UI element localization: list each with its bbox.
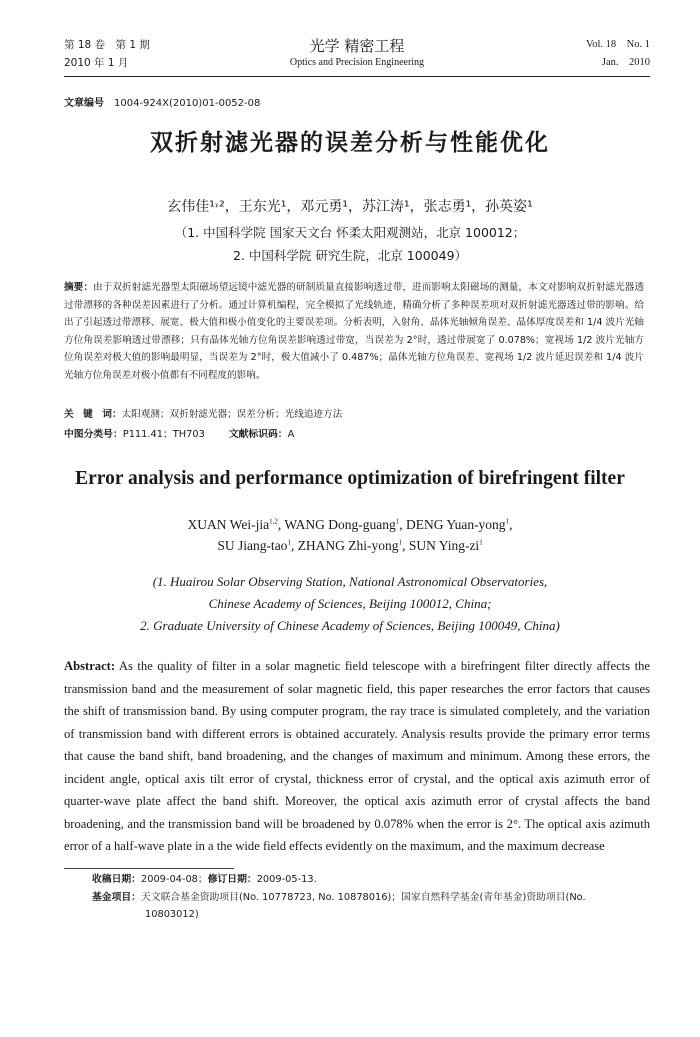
author-en: SUN Ying-zi: [408, 538, 480, 553]
keywords-cn-text: 太阳观测；双折射滤光器；误差分析；光线追迹方法: [121, 409, 343, 420]
author-en-sup: 1,2: [269, 517, 278, 526]
abstract-en-label: Abstract:: [64, 659, 116, 673]
classification-label: 中图分类号：: [64, 429, 123, 440]
affiliation-en-2: Chinese Academy of Sciences, Beijing 100012, China;: [208, 596, 492, 611]
revised-date: 2009-05-13.: [256, 874, 317, 885]
date-cn: 2010 年 1 月: [64, 57, 129, 69]
affiliation-cn-1: （1. 中国科学院 国家天文台 怀柔太阳观测站，北京 100012；: [174, 225, 526, 240]
affiliation-en-3: 2. Graduate University of Chinese Academy of Sciences, Beijing 100049, China): [140, 618, 560, 633]
header-right: [586, 36, 650, 72]
authors-cn: 玄伟佳¹˒²，王东光¹，邓元勇¹，苏江涛¹，张志勇¹，孙英姿¹: [167, 199, 533, 215]
classification: [64, 426, 654, 440]
article-number-value: 1004-924X(2010)01-0052-08: [114, 98, 261, 109]
author-en-sup: 1: [395, 517, 400, 526]
author-en: XUAN Wei-jia: [187, 517, 270, 532]
footnote-divider: [64, 868, 234, 869]
footnote-dates: [92, 871, 652, 888]
date-en: Jan. 2010: [601, 57, 650, 68]
authors-en-line-1: XUAN Wei-jia$^{1,2}$, WANG Dong-guang$^1$, DENG Yuan-yong$^1$,: [187, 517, 513, 532]
author-en-sup: 1: [479, 538, 483, 547]
doc-code-value: A: [287, 429, 295, 440]
author-en: WANG Dong-guang: [284, 517, 396, 532]
abstract-cn-label: 摘要：: [64, 282, 94, 293]
fund-label: 基金项目：: [92, 892, 141, 903]
volume-en: Vol. 18 No. 1: [586, 39, 650, 50]
classification-value: P111.41；TH703: [122, 429, 205, 440]
affiliation-en-1: (1. Huairou Solar Observing Station, National Astronomical Observatories,: [152, 574, 548, 589]
article-number: [64, 94, 260, 109]
title-cn: 双折射滤光器的误差分析与性能优化: [150, 130, 550, 156]
abstract-cn-text: 由于双折射滤光器型太阳磁场望远镜中滤光器的研制质量直接影响透过带，进而影响太阳磁场的测量，本文对影响双折射滤光器透过带漂移的各种误差因素进行了分析。通过计算机编程，完全模拟了光线轨迹，精确分析了多种误差项对双折射滤光器透过带的影响。给出了引起透过带漂移、展宽、极大值和极小值变化的主要误差项。分析表明，入射角、晶体光轴倾角误差、晶体厚度误差和 1/4 波片光轴方位角误差影响透过带漂移；只有晶体光轴方位角误差影响透过带宽，当误差为 2°时，透过带展宽了 0.078%；宽视场 1/2 波片光轴方位角误差对极大值的影响最明显，当误差为 2°时，极大值减小了 0.487%；晶体光轴方位角误差、宽视场 1/2 波片延迟误差和 1/4 波片光轴方位角误差对极小值都有不同程度的影响。: [64, 282, 645, 381]
author-en-sup: 1: [505, 517, 510, 526]
abstract-en: [64, 655, 650, 858]
abstract-cn: [64, 279, 644, 385]
received-label: 收稿日期：: [92, 874, 141, 885]
affiliation-cn-2: 2. 中国科学院 研究生院，北京 100049）: [232, 248, 468, 263]
journal-header: [64, 36, 650, 76]
keywords-cn-label: 关 键 词：: [64, 409, 122, 420]
header-center: [64, 36, 650, 70]
abstract-en-text: As the quality of filter in a solar magnetic field telescope with a birefringent filter directly affects the transmission band and the measurement of solar magnetic field, this paper researches the error factors that causes the shift of transmission band. By using computer program, the ray trace is simulated completely, and the variation of transmission band with different errors is obtained accurately. Analysis results provide the primary error terms that cause the band shift, band broadening, and the changes of maximum and minimum. Among these errors, the incident angle, optical axis tilt error of crystal, thickness error of crystal, and the optical axis azimuth error of quarter-wave plate affect the band shift. Moreover, the optical axis azimuth error of crystal affects the band broadening, and the transmission band will be broadened by 0.078% when the error is 2°. The optical axis azimuth error of a half-wave plate in a the wide field effects evidently on the maximum, and the maximum decrease: [64, 659, 650, 853]
author-en: DENG Yuan-yong: [405, 517, 506, 532]
title-en: Error analysis and performance optimization of birefringent filter: [75, 468, 625, 489]
author-en-sup: 1: [287, 538, 291, 547]
received-date: 2009-04-08；: [140, 874, 208, 885]
keywords-cn: [64, 406, 654, 420]
footnote-fund-cont: 10803012): [145, 909, 199, 920]
author-en: SU Jiang-tao: [217, 538, 288, 553]
article-number-label: 文章编号: [64, 98, 104, 109]
volume-cn: 第 18 卷 第 1 期: [64, 39, 150, 51]
doc-code-label: 文献标识码：: [228, 429, 288, 440]
author-en-sup: 1: [398, 538, 403, 547]
fund-text-1: 天文联合基金资助项目(No. 10778723, No. 10878016)；国家自然科学基金(青年基金)资助项目(No.: [140, 892, 586, 903]
journal-name-cn: 光学 精密工程: [309, 37, 405, 55]
authors-en-line-2: SU Jiang-tao$^1$, ZHANG Zhi-yong$^1$, SUN Ying-$zi^1$: [217, 538, 483, 553]
journal-name-en: Optics and Precision Engineering: [289, 57, 425, 68]
author-en: ZHANG Zhi-yong: [297, 538, 399, 553]
revised-label: 修订日期：: [207, 874, 257, 885]
footnote-fund: [92, 889, 652, 906]
header-divider: [64, 76, 650, 77]
